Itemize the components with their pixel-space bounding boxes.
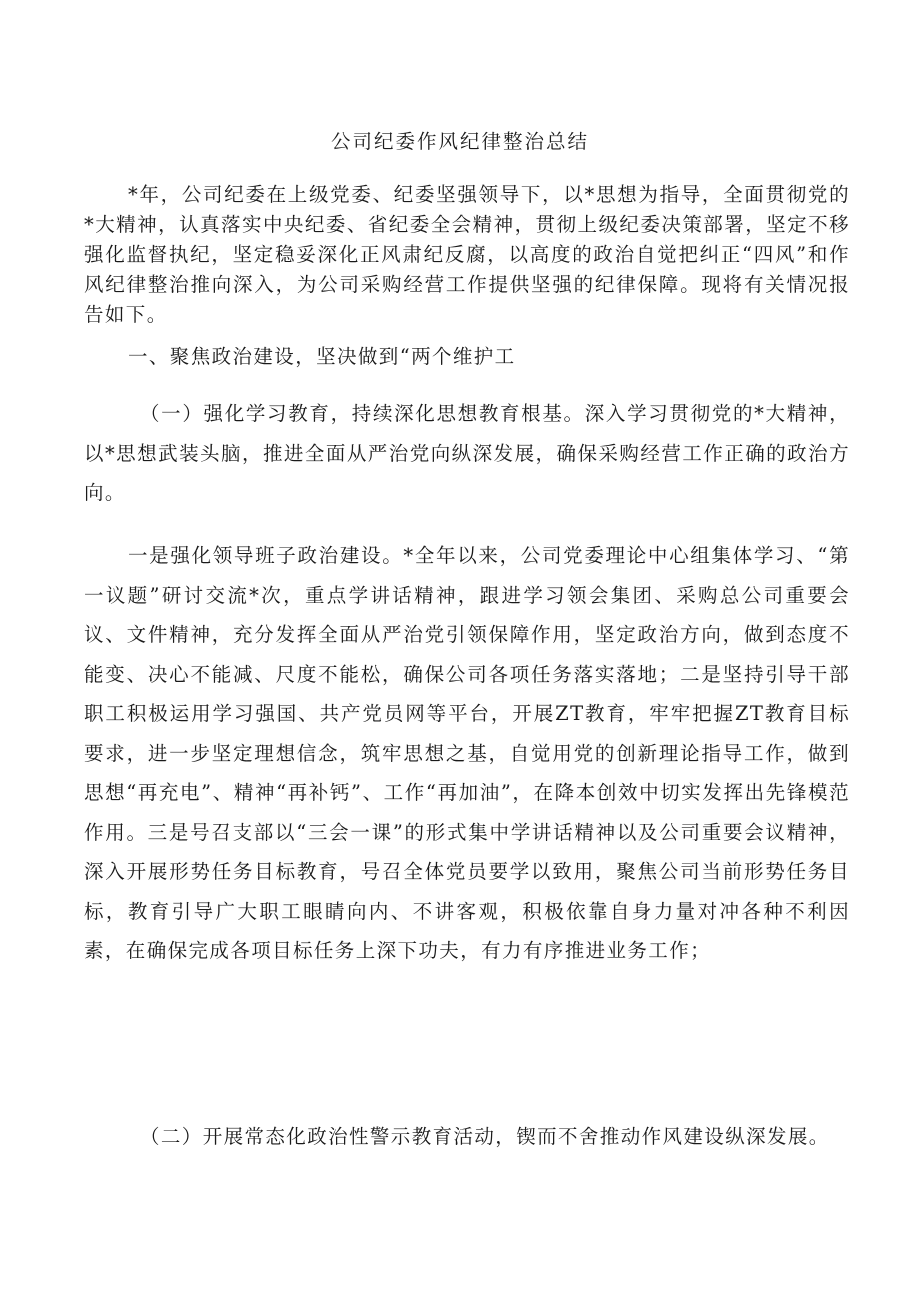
body-paragraph-1: 一是强化领导班子政治建设。*全年以来，公司党委理论中心组集体学习、“第一议题”研讨交流*次，重点学讲话精神，跟进学习领会集团、采购总公司重要会议、文件精神，充分发挥全面从严治党引领保障作用，坚定政治方向，做到态度不能变、决心不能减、尺度不能松，确保公司各项任务落实落地；二是坚持引导干部职工积极运用学习强国、共产党员网等平台，开展ZT教育，牢牢把握ZT教育目标要求，进一步坚定理想信念，筑牢思想之基，自觉用党的创新理论指导工作，做到思想“再充电”、精神“再补钙”、工作“再加油”，在降本创效中切实发挥出先锋模范作用。三是号召支部以“三会一课”的形式集中学讲话精神以及公司重要会议精神，深入开展形势任务目标教育，号召全体党员要学以致用，聚焦公司当前形势任务目标，教育引导广大职工眼睛向内、不讲客观，积极依靠自身力量对冲各种不利因素，在确保完成各项目标任务上深下功夫，有力有序推进业务工作； (84, 544, 850, 962)
subsection-paragraph-1: （一）强化学习教育，持续深化思想教育根基。深入学习贯彻党的*大精神，以*思想武装头脑，推进全面从严治党向纵深发展，确保采购经营工作正确的政治方向。 (84, 402, 850, 504)
document-title: 公司纪委作风纪律整治总结 (330, 130, 589, 153)
subsection-paragraph-2: （二）开展常态化政治性警示教育活动，锲而不舍推动作风建设纵深发展。 (140, 1125, 830, 1148)
intro-paragraph: *年，公司纪委在上级党委、纪委坚强领导下，以*思想为指导，全面贯彻党的*大精神，认真落实中央纪委、省纪委全会精神，贯彻上级纪委决策部署，坚定不移强化监督执纪，坚定稳妥深化正风肃纪反腐，以高度的政治自觉把纠正“四风”和作风纪律整治推向深入，为公司采购经营工作提供坚强的纪律保障。现将有关情况报告如下。 (84, 183, 850, 326)
section-heading-1: 一、聚焦政治建设，坚决做到“两个维护工 (128, 345, 516, 368)
